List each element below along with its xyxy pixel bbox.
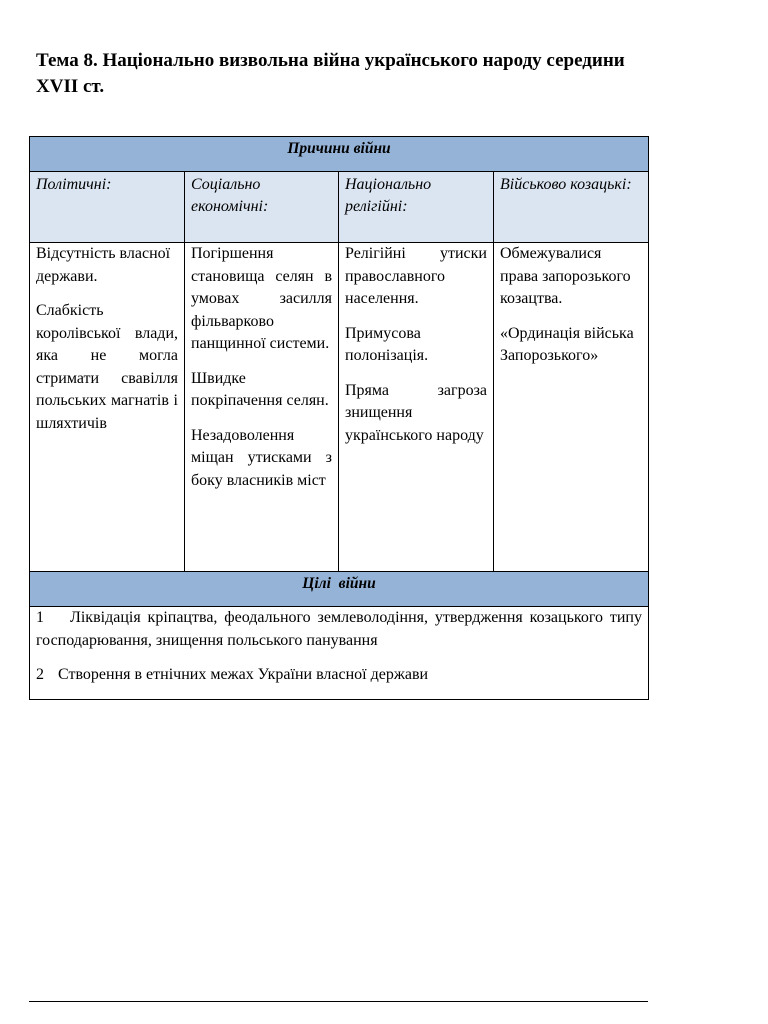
column-header-military-cossack — [494, 172, 649, 243]
column-header-political — [30, 172, 185, 243]
goals-cell — [30, 607, 649, 700]
page-title: Тема 8. Національно визвольна війна українського народу середини XVII ст. — [36, 50, 625, 97]
column-header-label: Соціально економічні: — [191, 176, 269, 215]
cause-item: Погіршення становища селян в умовах засилля фільварково панщинної системи. — [191, 245, 332, 352]
cause-item: Незадоволення міщан утисками з боку власників міст — [191, 426, 332, 489]
cell-socioeconomic — [185, 243, 339, 572]
causes-table — [29, 136, 649, 700]
cause-item: Обмежувалися права запорозького козацтва. — [500, 245, 631, 307]
cause-item: Пряма загроза знищення українського народу — [345, 381, 487, 444]
column-header-national-religious — [339, 172, 494, 243]
causes-header-label: Причини війни — [287, 140, 391, 157]
goal-item — [30, 664, 648, 687]
cell-national-religious — [339, 243, 494, 572]
goal-text: Ліквідація кріпацтва, феодального землеволодіння, утвердження козацького типу господарювання, знищення польського панування — [36, 609, 642, 649]
cell-political — [30, 243, 185, 572]
footer-divider — [29, 1001, 648, 1002]
goal-item — [30, 607, 648, 652]
goals-header — [30, 572, 649, 607]
cause-item: Слабкість королівської влади, яка не могла стримати свавілля польських магнатів і шляхтичів — [36, 302, 178, 432]
cause-item: Примусова полонізація. — [345, 324, 429, 364]
goals-header-label: Цілі війни — [302, 575, 376, 592]
cause-item: Швидке покріпачення селян. — [191, 369, 329, 409]
goal-number: 1 — [36, 609, 44, 626]
column-header-socioeconomic — [185, 172, 339, 243]
column-header-label: Політичні: — [36, 176, 112, 193]
causes-header — [30, 137, 649, 172]
cell-military-cossack — [494, 243, 649, 572]
cause-item: Релігійні утиски православного населення. — [345, 245, 487, 307]
column-header-label: Військово козацькі: — [500, 176, 632, 193]
cause-item: «Ординація війська Запорозького» — [500, 324, 634, 364]
goal-text: Створення в етнічних межах України власної держави — [58, 666, 429, 683]
cause-item: Відсутність власної держави. — [36, 245, 171, 285]
column-header-label: Національно релігійні: — [345, 176, 432, 215]
goal-number: 2 — [36, 666, 44, 683]
